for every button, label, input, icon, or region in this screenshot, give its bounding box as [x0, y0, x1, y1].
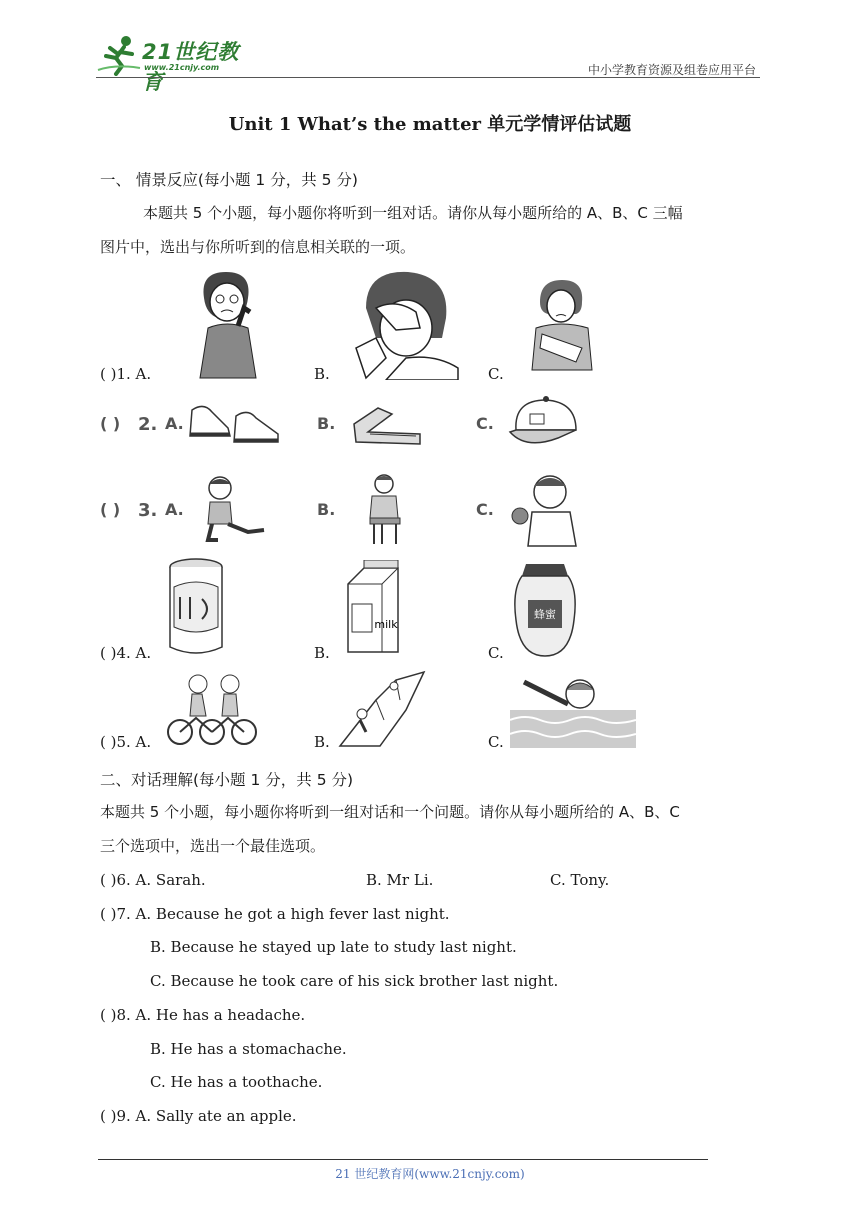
q5-number: ( )5. A.: [100, 733, 152, 751]
q1-c-hurt-arm-picture: [526, 278, 596, 372]
q4-a-can-picture: [166, 557, 226, 659]
q3-option-b: B.: [317, 500, 336, 519]
q9-option-a: ( )9. A. Sally ate an apple.: [100, 1107, 297, 1125]
q5-c-swimming-picture: [510, 670, 636, 748]
q6-option-c: C. Tony.: [550, 871, 610, 889]
honey-label: 蜂蜜: [534, 608, 556, 621]
section2-instruction-1: 本题共 5 个小题，每小题你将听到一组对话和一个问题。请你从每小题所给的 A、B、C: [100, 803, 680, 821]
logo-url: www.21cnjy.com: [144, 63, 220, 72]
q8-option-a: ( )8. A. He has a headache.: [100, 1006, 306, 1024]
q3-b-sick-boy-picture: [362, 472, 408, 546]
q2-number: 2.: [138, 414, 158, 435]
logo: [96, 34, 256, 94]
milk-label: milk: [374, 618, 398, 631]
section1-instruction-1: 本题共 5 个小题，每小题你将听到一组对话。请你从每小题所给的 A、B、C 三幅: [143, 204, 683, 222]
q8-option-b: B. He has a stomachache.: [150, 1040, 347, 1058]
q4-c-honey-jar-picture: [512, 560, 578, 660]
runner-logo-icon: [96, 34, 142, 76]
section2-heading: 二、对话理解(每小题 1 分，共 5 分): [100, 771, 354, 789]
q3-option-a: A.: [165, 500, 184, 519]
q6-option-b: B. Mr Li.: [366, 871, 434, 889]
logo-text: 21世纪教育: [142, 40, 240, 94]
footer-link[interactable]: 21 世纪教育网(www.21cnjy.com): [335, 1167, 525, 1181]
q1-option-c: C.: [488, 365, 504, 383]
q3-c-boy-ball-picture: [508, 470, 580, 548]
q8-option-c: C. He has a toothache.: [150, 1073, 323, 1091]
q3-number: 3.: [138, 500, 158, 521]
q5-option-b: B.: [314, 733, 330, 751]
section1-instruction-2: 图片中，选出与你所听到的信息相关联的一项。: [100, 238, 416, 256]
q2-option-c: C.: [476, 414, 494, 433]
q7-option-b: B. Because he stayed up late to study last night.: [150, 938, 517, 956]
q3-a-hurt-knee-picture: [198, 474, 268, 544]
q5-a-cycling-picture: [166, 672, 260, 748]
q2-paren: ( ): [100, 414, 121, 433]
footer-divider: [98, 1159, 708, 1160]
section1-heading: 一、 情景反应(每小题 1 分，共 5 分): [100, 171, 358, 189]
page-title: Unit 1 What’s the matter 单元学情评估试题: [228, 114, 632, 135]
q7-option-c: C. Because he took care of his sick brother last night.: [150, 972, 559, 990]
q6-option-a: ( )6. A. Sarah.: [100, 871, 206, 889]
q3-option-c: C.: [476, 500, 494, 519]
header-divider: [96, 77, 760, 78]
q4-option-b: B.: [314, 644, 330, 662]
q4-option-c: C.: [488, 644, 504, 662]
q2-c-cap-picture: [506, 394, 582, 452]
q1-a-toothache-picture: [190, 268, 264, 380]
q5-option-c: C.: [488, 733, 504, 751]
q5-b-climbing-picture: [336, 670, 428, 748]
q2-option-b: B.: [317, 414, 336, 433]
q2-b-pants-picture: [348, 404, 424, 446]
q4-b-milk-carton-picture: [342, 560, 404, 658]
q2-option-a: A.: [165, 414, 184, 433]
q1-option-b: B.: [314, 365, 330, 383]
q7-option-a: ( )7. A. Because he got a high fever last night.: [100, 905, 450, 923]
q4-number: ( )4. A.: [100, 644, 152, 662]
q1-b-headache-picture: [346, 268, 462, 380]
q1-number: ( )1. A.: [100, 365, 152, 383]
q3-paren: ( ): [100, 500, 121, 519]
q2-a-sneakers-picture: [186, 398, 282, 448]
platform-name: 中小学教育资源及组卷应用平台: [587, 63, 756, 77]
section2-instruction-2: 三个选项中，选出一个最佳选项。: [100, 837, 326, 855]
